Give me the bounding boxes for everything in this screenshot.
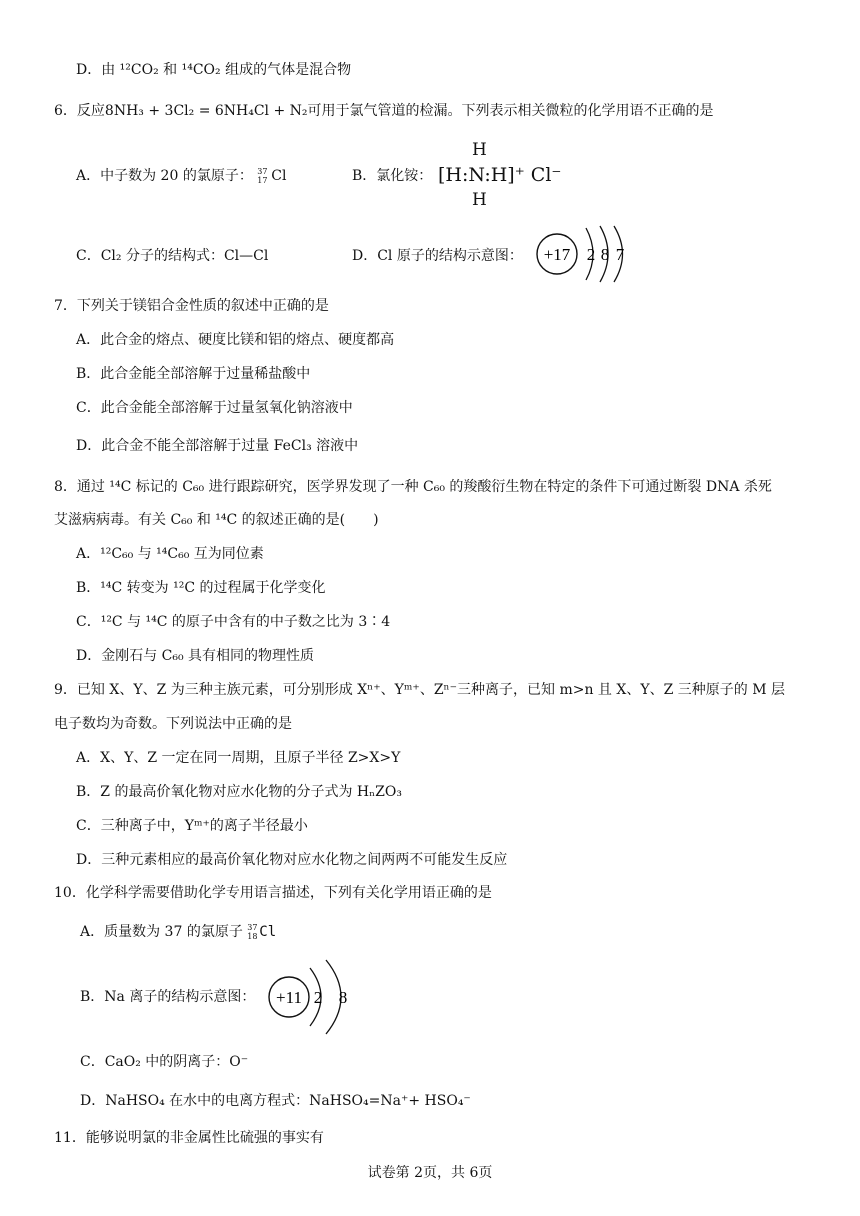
q8-option-b: B．¹⁴C 转变为 ¹²C 的过程属于化学变化: [76, 580, 326, 596]
q10-option-c: C．CaO₂ 中的阴离子：O⁻: [80, 1054, 249, 1070]
na-shell-1-electrons: 2: [313, 988, 323, 1007]
q6-option-a-mass: 37: [257, 167, 268, 176]
q7-option-a: A．此合金的熔点、硬度比镁和铝的熔点、硬度都高: [76, 332, 395, 348]
page-footer: 试卷第 2页，共 6页: [367, 1165, 493, 1181]
q8-option-a: A．¹²C₆₀ 与 ¹⁴C₆₀ 互为同位素: [76, 546, 264, 562]
q7-stem: 7．下列关于镁铝合金性质的叙述中正确的是: [54, 298, 329, 314]
q10-option-a: [80, 922, 276, 942]
cl-nucleus-charge: +17: [543, 245, 571, 264]
q10-stem: 10．化学科学需要借助化学专用语言描述，下列有关化学用语正确的是: [54, 885, 492, 901]
cl-shell-3-electrons: 7: [615, 245, 625, 264]
q10-option-a-symbol: Cl: [259, 924, 277, 940]
q6-stem-start: 6．反应: [54, 103, 105, 119]
q6-option-c: C．Cl₂ 分子的结构式：Cl—Cl: [76, 248, 269, 264]
q11-stem: 11．能够说明氯的非金属性比硫强的事实有: [54, 1130, 324, 1146]
q9-option-d: D．三种元素相应的最高价氧化物对应水化物之间两两不可能发生反应: [76, 852, 508, 868]
q9-option-c: C．三种离子中，Yᵐ⁺的离子半径最小: [76, 818, 308, 834]
q10-option-a-nuclide: [247, 922, 259, 942]
na-ion-structure-diagram: [266, 958, 366, 1040]
na-nucleus-charge: +11: [276, 988, 302, 1007]
q6-option-b-formula: [H:N:H]⁺ Cl⁻: [438, 164, 562, 186]
q9-stem-line-2: 电子数均为奇数。下列说法中正确的是: [54, 716, 292, 732]
q6-option-a-nuclide: [257, 166, 271, 186]
q6-option-a-symbol: Cl: [271, 168, 287, 184]
q10-option-a-label: A．质量数为 37 的氯原子: [80, 924, 243, 940]
q10-option-a-mass: 37: [247, 923, 258, 932]
cl-shell-2-electrons: 8: [600, 245, 610, 264]
q6-option-b-h-bottom: H: [472, 190, 487, 210]
q7-option-b: B．此合金能全部溶解于过量稀盐酸中: [76, 366, 311, 382]
q8-stem-line-2: 艾滋病病毒。有关 C₆₀ 和 ¹⁴C 的叙述正确的是( ): [54, 512, 379, 528]
q10-option-b: B．Na 离子的结构示意图：: [80, 989, 256, 1005]
q6-option-d: D．Cl 原子的结构示意图：: [352, 248, 523, 264]
q6-option-a: [76, 166, 286, 186]
q6-equation: 8NH₃ + 3Cl₂ = 6NH₄Cl + N₂: [104, 103, 308, 119]
q5-option-d: D．由 ¹²CO₂ 和 ¹⁴CO₂ 组成的气体是混合物: [76, 62, 352, 78]
q10-option-a-number: 18: [247, 932, 258, 941]
q7-option-c: C．此合金能全部溶解于过量氢氧化钠溶液中: [76, 400, 353, 416]
q8-option-c: C．¹²C 与 ¹⁴C 的原子中含有的中子数之比为 3∶4: [76, 614, 391, 630]
q9-option-a: A．X、Y、Z 一定在同一周期，且原子半径 Z>X>Y: [76, 750, 401, 766]
q9-stem-line-1: 9．已知 X、Y、Z 为三种主族元素，可分别形成 Xⁿ⁺、Yᵐ⁺、Zⁿ⁻三种离子，已知 m>n 且 X、Y、Z 三种原子的 M 层: [54, 682, 785, 698]
q10-option-d: D．NaHSO₄ 在水中的电离方程式：NaHSO₄=Na⁺+ HSO₄⁻: [80, 1093, 471, 1109]
q7-option-d: D．此合金不能全部溶解于过量 FeCl₃ 溶液中: [76, 438, 359, 454]
q6-option-a-label: A．中子数为 20 的氯原子：: [76, 168, 253, 184]
q6-option-a-number: 17: [257, 176, 268, 185]
cl-shell-1-electrons: 2: [586, 245, 596, 264]
q6-stem-end: 可用于氯气管道的检漏。下列表示相关微粒的化学用语不正确的是: [307, 103, 714, 119]
na-shell-2-electrons: 8: [338, 988, 348, 1007]
q6-stem: [54, 101, 714, 121]
q6-option-b-h-top: H: [472, 140, 487, 160]
q8-stem-line-1: 8．通过 ¹⁴C 标记的 C₆₀ 进行跟踪研究，医学界发现了一种 C₆₀ 的羧酸衍生物在特定的条件下可通过断裂 DNA 杀死: [54, 479, 772, 495]
q9-option-b: B．Z 的最高价氧化物对应水化物的分子式为 HₙZO₃: [76, 784, 402, 800]
cl-atom-structure-diagram: [530, 224, 640, 288]
q6-option-b: B．氯化铵：: [352, 168, 433, 184]
q8-option-d: D．金刚石与 C₆₀ 具有相同的物理性质: [76, 648, 315, 664]
